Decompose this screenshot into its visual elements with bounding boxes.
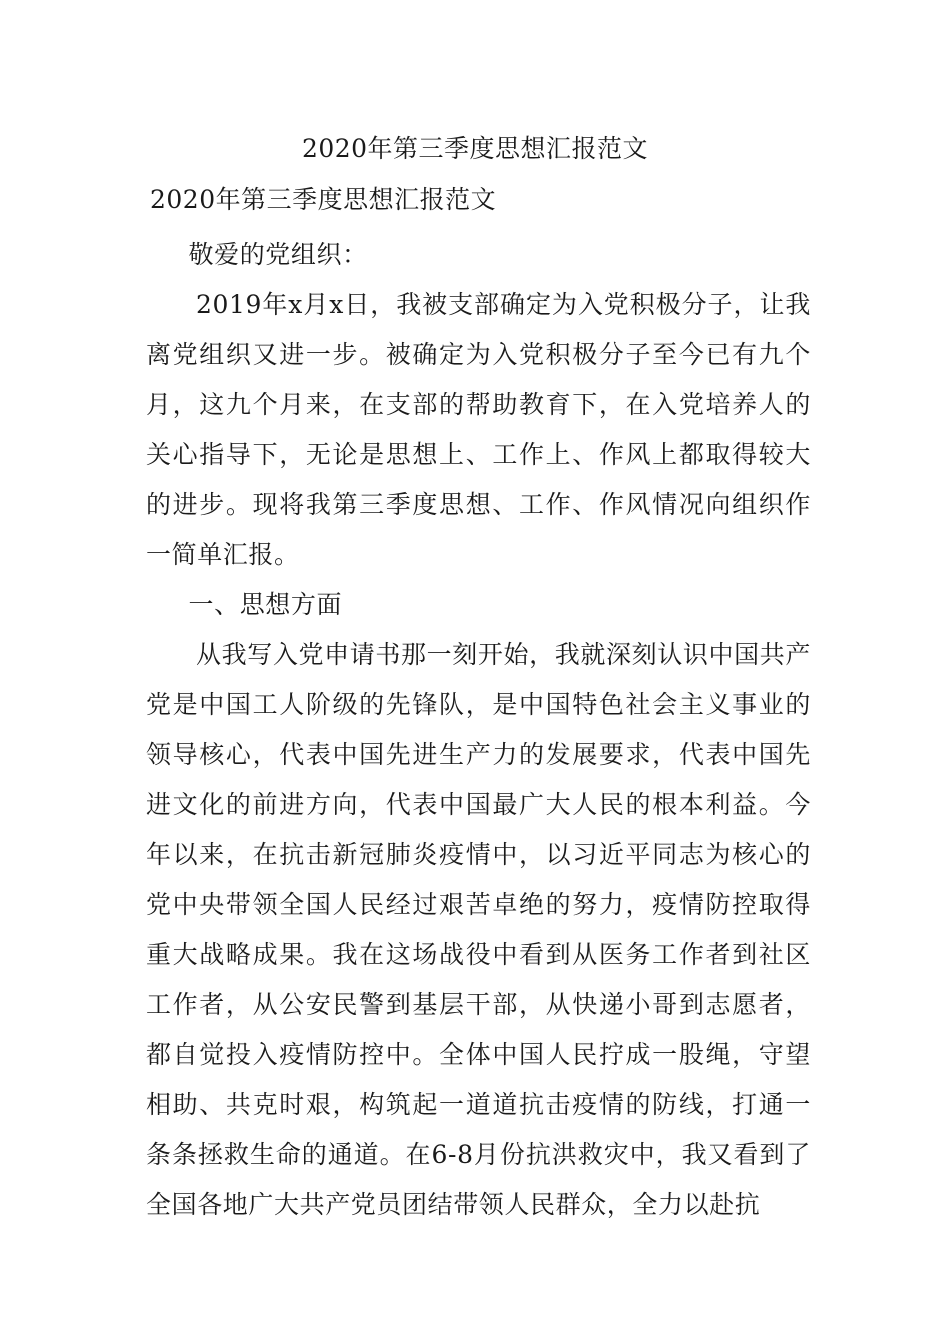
document-title: 2020年第三季度思想汇报范文: [301, 134, 649, 163]
document-body: [146, 230, 811, 1230]
intro-paragraph: 2019年x月x日，我被支部确定为入党积极分子，让我离党组织又进一步。被确定为入党积极分子至今已有九个月，这九个月来，在支部的帮助教育下，在入党培养人的关心指导下，无论是思想上、工作上、作风上都取得较大的进步。现将我第三季度思想、工作、作风情况向组织作一简单汇报。: [146, 290, 811, 569]
section-heading-thought: 一、思想方面: [188, 590, 343, 619]
document-subtitle: 2020年第三季度思想汇报范文: [150, 185, 497, 214]
section-paragraph: 从我写入党申请书那一刻开始，我就深刻认识中国共产党是中国工人阶级的先锋队，是中国特色社会主义事业的领导核心，代表中国先进生产力的发展要求，代表中国先进文化的前进方向，代表中国最广大人民的根本利益。今年以来，在抗击新冠肺炎疫情中，以习近平同志为核心的党中央带领全国人民经过艰苦卓绝的努力，疫情防控取得重大战略成果。我在这场战役中看到从医务工作者到社区工作者，从公安民警到基层干部，从快递小哥到志愿者，都自觉投入疫情防控中。全体中国人民拧成一股绳，守望相助、共克时艰，构筑起一道道抗击疫情的防线，打通一条条拯救生命的通道。在6-8月份抗洪救灾中，我又看到了全国各地广大共产党员团结带领人民群众，全力以赴抗: [146, 640, 811, 1219]
salutation: 敬爱的党组织：: [188, 240, 368, 269]
